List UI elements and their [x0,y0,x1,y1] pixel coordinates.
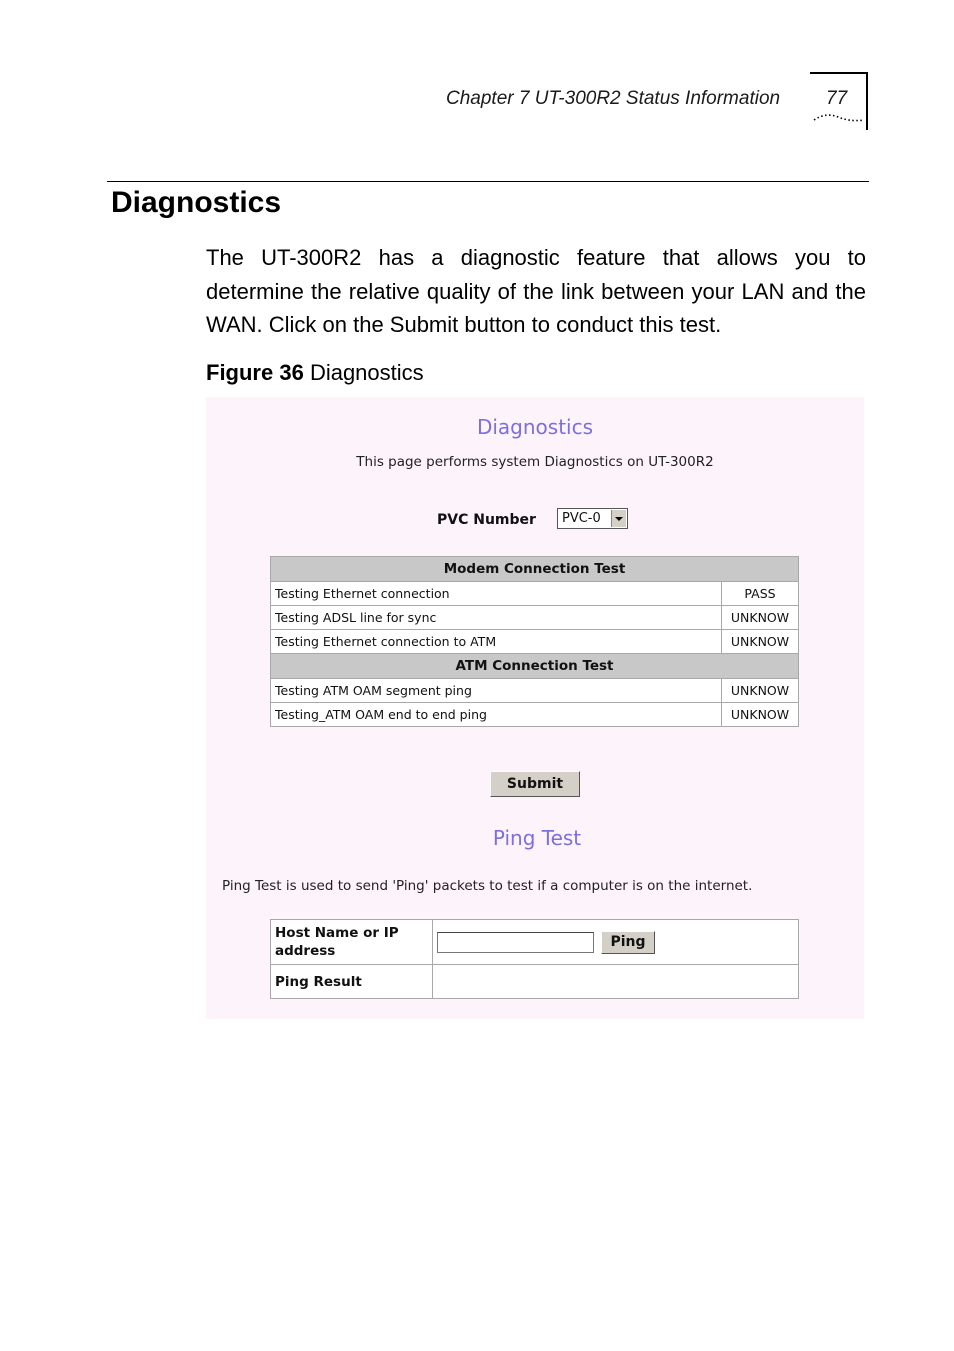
test-name: Testing ADSL line for sync [271,606,722,630]
diagnostics-subtitle: This page performs system Diagnostics on UT-300R2 [356,454,714,470]
table-row [271,920,799,965]
ping-result-label: Ping Result [271,965,433,999]
section-title: Diagnostics [111,186,282,219]
pvc-number-label: PVC Number [437,512,536,528]
corner-dots-decoration [812,112,866,124]
running-head: Chapter 7 UT-300R2 Status Information [446,88,781,109]
test-name: Testing Ethernet connection [271,582,722,606]
figure-label: Figure 36 [206,360,304,385]
table-row [271,703,799,727]
host-name-input[interactable] [437,932,594,953]
figure-caption [206,360,424,386]
diagnostics-screenshot [206,397,864,1019]
test-result: PASS [722,582,799,606]
diagnostics-page-title: Diagnostics [476,415,594,439]
atm-test-header: ATM Connection Test [271,654,799,679]
ping-test-table [270,919,799,999]
test-name: Testing_ATM OAM end to end ping [271,703,722,727]
chevron-down-icon[interactable] [611,510,626,527]
submit-button[interactable]: Submit [490,771,580,797]
pvc-selected-value: PVC-0 [562,511,601,526]
pvc-number-select[interactable] [557,508,628,529]
ping-result-value [433,965,799,999]
test-result: UNKNOW [722,630,799,654]
test-result: UNKNOW [722,679,799,703]
modem-test-header: Modem Connection Test [271,557,799,582]
page-number: 77 [826,88,848,109]
table-row [271,582,799,606]
table-row [271,606,799,630]
host-name-label: Host Name or IP address [271,920,433,965]
test-result: UNKNOW [722,703,799,727]
section-body: The UT-300R2 has a diagnostic feature that allows you to determine the relative quality of the link between your LAN and the WAN. Click on the Submit button to conduct this test. [206,245,866,337]
test-name: Testing ATM OAM segment ping [271,679,722,703]
connection-test-table [270,556,799,727]
ping-test-title: Ping Test [492,826,582,850]
test-result: UNKNOW [722,606,799,630]
table-row [271,630,799,654]
table-row [271,965,799,999]
table-row [271,679,799,703]
test-name: Testing Ethernet connection to ATM [271,630,722,654]
ping-test-description: Ping Test is used to send 'Ping' packets to test if a computer is on the internet. [222,878,753,894]
host-name-cell [433,920,799,965]
section-rule [107,181,869,182]
ping-button[interactable]: Ping [601,931,655,954]
figure-caption-text: Diagnostics [309,360,424,385]
